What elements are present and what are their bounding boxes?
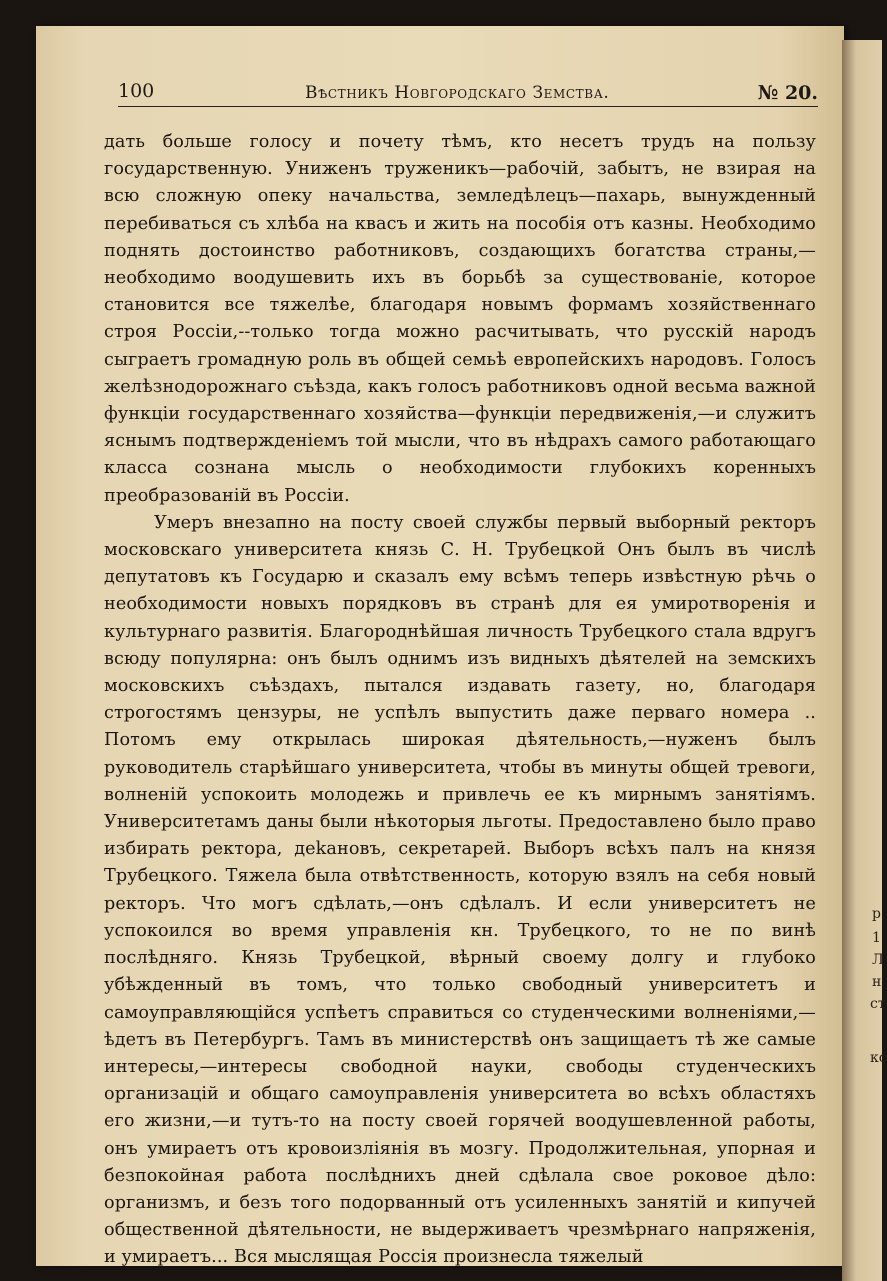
article-body: [104, 129, 816, 1272]
issue-number: № 20.: [757, 82, 818, 104]
paragraph-continuation: дать больше голосу и почету тѣмъ, кто несетъ трудъ на пользу государственную. Униженъ труженикъ—рабочій, забытъ, не взирая на всю сложную опеку начальства, земледѣлецъ—пахарь, вынужденный перебиваться съ хлѣба на квасъ и жить на пособія отъ казны. Необходимо поднять достоинство работниковъ, создающихъ богатства страны,—необходимо воодушевить ихъ въ борьбѣ за существованіе, которое становится все тяжелѣе, благодаря новымъ формамъ хозяйственнаго строя Россіи,--только тогда можно расчитывать, что русскій народъ сыграетъ громадную роль въ общей семьѣ европейскихъ народовъ. Голосъ желѣзнодорожнаго съѣзда, какъ голосъ работниковъ одной весьма важной функціи государственнаго хозяйства—функціи передвиженія,—и служитъ яснымъ подтвержденіемъ той мысли, что въ нѣдрахъ самого работающаго класса сознана мысль о необходимости глубокихъ коренныхъ преобразованій въ Россіи.: [104, 132, 816, 506]
adjacent-page-fragment: 1: [872, 930, 881, 946]
adjacent-page-fragment: н: [872, 974, 882, 990]
adjacent-page-edge: [842, 40, 887, 1281]
journal-title: Вѣстникъ Новгородскаго Земства.: [305, 83, 610, 103]
adjacent-page-fragment: р: [872, 906, 881, 922]
adjacent-page-fragment: кс: [870, 1050, 887, 1066]
paragraph-trubetskoy: Умеръ внезапно на посту своей службы первый выборный ректоръ московскаго университета князь С. Н. Трубецкой Онъ былъ въ числѣ депутатовъ къ Государю и сказалъ ему всѣмъ теперь извѣстную рѣчь о необходимости новыхъ порядковъ въ странѣ для ея умиротворенія и культурнаго развитія. Благороднѣйшая личность Трубецкого стала вдругъ всюду популярна: онъ былъ однимъ изъ видныхъ дѣятелей на земскихъ московскихъ съѣздахъ, пытался издавать газету, но, благодаря строгостямъ цензуры, не успѣлъ выпустить даже перваго номера .. Потомъ ему открылась широкая дѣятельность,—нуженъ былъ руководитель старѣйшаго университета, чтобы въ минуты общей тревоги, волненій успокоить молодежь и привлечь ее къ мирнымъ занятіямъ. Университетамъ даны были нѣкоторыя льготы. Предоставлено было право избирать ректора, дekановъ, секретарей. Выборъ всѣхъ палъ на князя Трубецкого. Тяжела была отвѣтственность, которую взялъ на себя новый ректоръ. Что могъ сдѣлать,—онъ сдѣлалъ. И если университетъ не успокоился во время управленія кн. Трубецкого, то не по винѣ послѣдняго. Князь Трубецкой, вѣрный своему долгу и глубоко убѣжденный въ томъ, что только свободный университетъ и самоуправляющійся успѣетъ справиться со студенческими волненіями,—ѣдетъ въ Петербургъ. Тамъ въ министерствѣ онъ защищаетъ тѣ же самые интересы,—интересы свободной науки, свободы студенческихъ организацій и общаго самоуправленія университета во всѣхъ областяхъ его жизни,—и тутъ-то на посту своей горячей воодушевленной работы, онъ умираетъ отъ кровоизліянія въ мозгу. Продолжительная, упорная и безпокойная работа послѣднихъ дней сдѣлала свое роковое дѣло: организмъ, и безъ того подорванный отъ усиленныхъ занятій и кипучей общественной дѣятельности, не выдерживаетъ чрезмѣрнаго напряженія, и умираетъ... Вся мыслящая Россія произнесла тяжелый: [104, 512, 816, 1268]
page-number: 100: [118, 80, 155, 102]
adjacent-page-fragment: Л: [872, 952, 884, 968]
adjacent-page-fragment: ст: [870, 996, 886, 1012]
header-rule: [118, 106, 818, 107]
